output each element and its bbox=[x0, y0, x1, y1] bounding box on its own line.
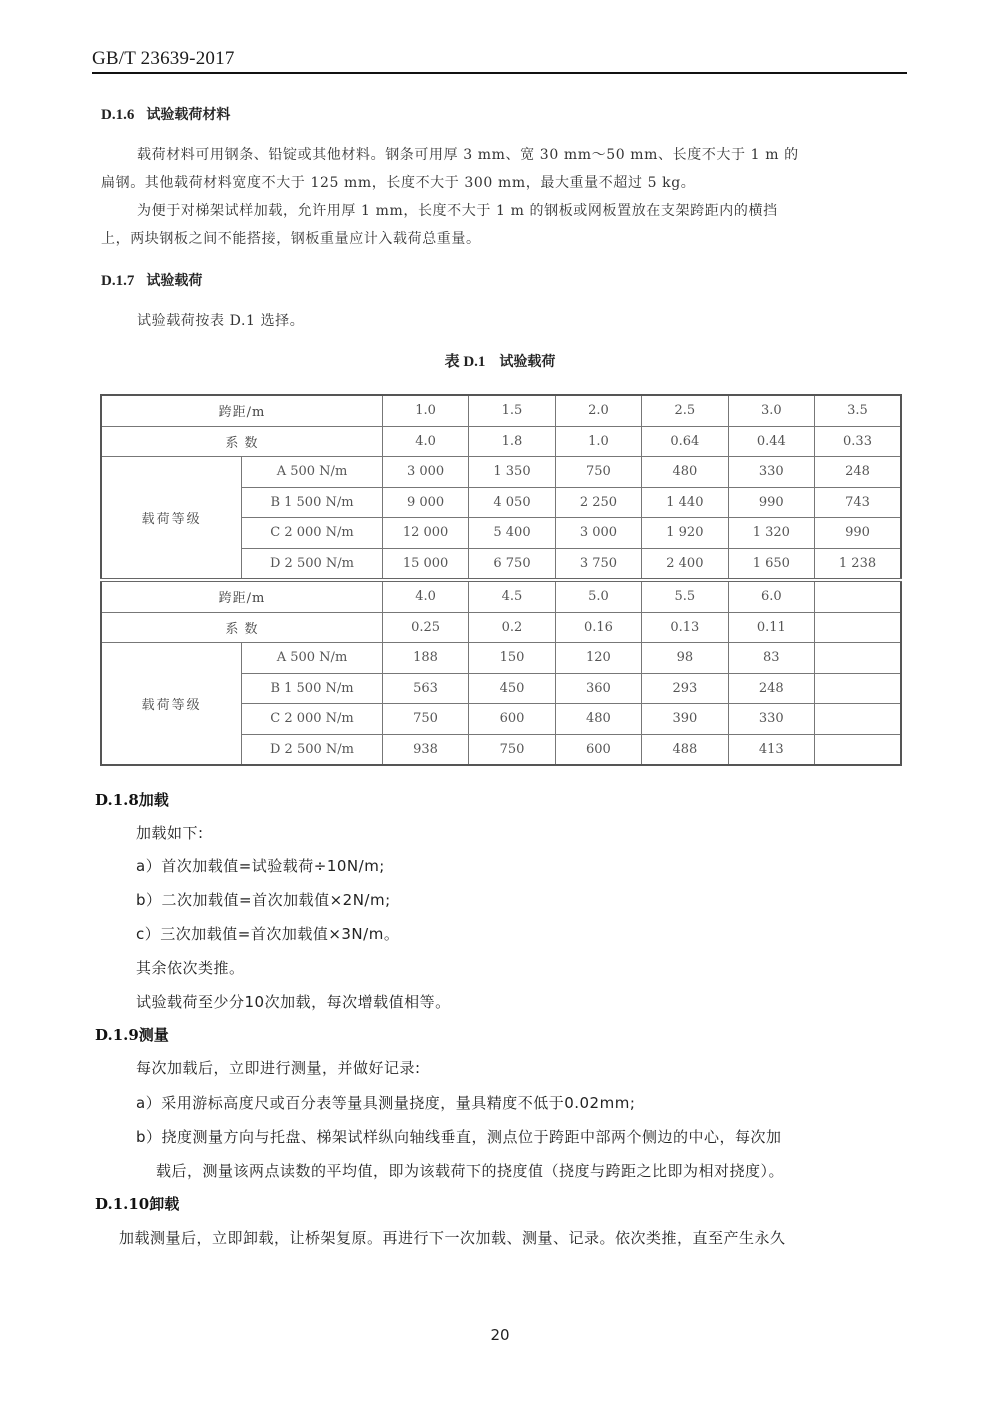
load-value: 6 750 bbox=[469, 548, 555, 580]
coefficient-value: 0.16 bbox=[555, 612, 641, 643]
list-item: b）挠度测量方向与托盘、梯架试样纵向轴线垂直，测点位于跨距中部两个侧边的中心，每次加 bbox=[136, 1128, 782, 1146]
list-item: b）二次加载值=首次加载值×2N/m; bbox=[136, 891, 391, 909]
load-grade-name: B 1 500 N/m bbox=[242, 673, 383, 704]
coefficient-label: 系 数 bbox=[101, 426, 382, 457]
load-value: 750 bbox=[469, 734, 555, 765]
list-item: a）采用游标高度尺或百分表等量具测量挠度，量具精度不低于0.02mm; bbox=[136, 1094, 636, 1112]
text-line: 试验载荷至少分10次加载，每次增载值相等。 bbox=[136, 993, 451, 1011]
coefficient-value: 0.13 bbox=[642, 612, 728, 643]
load-value: 743 bbox=[815, 487, 901, 518]
coefficient-value: 1.0 bbox=[555, 426, 641, 457]
list-item: a）首次加载值=试验载荷÷10N/m; bbox=[136, 857, 385, 875]
load-grade-name: A 500 N/m bbox=[242, 457, 383, 488]
caption-title: 试验载荷 bbox=[499, 354, 556, 370]
load-value: 15 000 bbox=[382, 548, 468, 580]
coefficient-value: 1.8 bbox=[469, 426, 555, 457]
load-value: 4 050 bbox=[469, 487, 555, 518]
section-title: 试验载荷 bbox=[146, 273, 203, 289]
span-value: 2.5 bbox=[642, 395, 728, 426]
load-value: 1 650 bbox=[728, 548, 814, 580]
load-value: 990 bbox=[815, 518, 901, 549]
load-grade-name: C 2 000 N/m bbox=[242, 704, 383, 735]
header-rule bbox=[92, 72, 907, 74]
load-value: 390 bbox=[642, 704, 728, 735]
load-value: 293 bbox=[642, 673, 728, 704]
load-value: 2 250 bbox=[555, 487, 641, 518]
span-row bbox=[101, 580, 901, 612]
coefficient-label: 系 数 bbox=[101, 612, 382, 643]
load-value: 248 bbox=[728, 673, 814, 704]
load-value: 120 bbox=[555, 643, 641, 674]
section-heading-d17 bbox=[101, 270, 202, 290]
load-value: 1 440 bbox=[642, 487, 728, 518]
coefficient-value: 0.33 bbox=[815, 426, 901, 457]
paragraph-d16-1 bbox=[101, 141, 911, 197]
load-value: 3 750 bbox=[555, 548, 641, 580]
load-value: 1 320 bbox=[728, 518, 814, 549]
text-line: 加载如下: bbox=[136, 824, 204, 842]
span-value: 2.0 bbox=[555, 395, 641, 426]
text-line: 扁钢。其他载荷材料宽度不大于 125 mm，长度不大于 300 mm，最大重量不超过 5 kg。 bbox=[101, 175, 696, 191]
load-value: 9 000 bbox=[382, 487, 468, 518]
load-value: 600 bbox=[555, 734, 641, 765]
load-value: 480 bbox=[555, 704, 641, 735]
coefficient-value: 0.64 bbox=[642, 426, 728, 457]
coefficient-row bbox=[101, 426, 901, 457]
load-value: 3 000 bbox=[555, 518, 641, 549]
load-value: 150 bbox=[469, 643, 555, 674]
paragraph-d17: 试验载荷按表 D.1 选择。 bbox=[137, 313, 305, 329]
load-value: 600 bbox=[469, 704, 555, 735]
coefficient-value: 0.11 bbox=[728, 612, 814, 643]
section-number: D.1.7 bbox=[101, 273, 135, 289]
coefficient-value: 0.2 bbox=[469, 612, 555, 643]
span-value: 6.0 bbox=[728, 580, 814, 612]
text-line: 加载测量后，立即卸载，让桥架复原。再进行下一次加载、测量、记录。依次类推，直至产生永久 bbox=[119, 1229, 786, 1247]
text-line: 为便于对梯架试样加载，允许用厚 1 mm，长度不大于 1 m 的钢板或网板置放在支架跨距内的横挡 bbox=[137, 203, 778, 219]
load-value: 330 bbox=[728, 457, 814, 488]
load-value: 360 bbox=[555, 673, 641, 704]
load-value: 248 bbox=[815, 457, 901, 488]
coefficient-value: 4.0 bbox=[382, 426, 468, 457]
paragraph-d16-2 bbox=[101, 197, 911, 253]
span-value: 5.5 bbox=[642, 580, 728, 612]
page-number: 20 bbox=[490, 1326, 510, 1344]
text-line: 上，两块钢板之间不能搭接，钢板重量应计入载荷总重量。 bbox=[101, 231, 481, 247]
load-value: 1 238 bbox=[815, 548, 901, 580]
text-line: 其余依次类推。 bbox=[136, 959, 245, 977]
load-grade-name: D 2 500 N/m bbox=[242, 548, 383, 580]
load-grade-name: C 2 000 N/m bbox=[242, 518, 383, 549]
test-load-table bbox=[100, 394, 902, 766]
coefficient-value: 0.25 bbox=[382, 612, 468, 643]
load-grade-name: D 2 500 N/m bbox=[242, 734, 383, 765]
section-number: D.1.6 bbox=[101, 107, 135, 123]
load-grade-name: A 500 N/m bbox=[242, 643, 383, 674]
span-label: 跨距/m bbox=[101, 395, 382, 426]
coefficient-row bbox=[101, 612, 901, 643]
load-value: 563 bbox=[382, 673, 468, 704]
load-value: 750 bbox=[555, 457, 641, 488]
load-value: 12 000 bbox=[382, 518, 468, 549]
load-value: 2 400 bbox=[642, 548, 728, 580]
load-grade-label: 载荷等级 bbox=[101, 643, 242, 766]
list-item-continuation: 载后，测量该两点读数的平均值，即为该载荷下的挠度值（挠度与跨距之比即为相对挠度）。 bbox=[156, 1162, 785, 1180]
load-value: 413 bbox=[728, 734, 814, 765]
standard-code: GB/T 23639-2017 bbox=[92, 48, 235, 69]
load-value: 330 bbox=[728, 704, 814, 735]
list-item: c）三次加载值=首次加载值×3N/m。 bbox=[136, 925, 400, 943]
load-grade-row bbox=[101, 643, 901, 674]
load-value: 188 bbox=[382, 643, 468, 674]
span-value: 5.0 bbox=[555, 580, 641, 612]
load-grade-label: 载荷等级 bbox=[101, 457, 242, 581]
span-value: 4.5 bbox=[469, 580, 555, 612]
text-line: 每次加载后，立即进行测量，并做好记录: bbox=[136, 1059, 421, 1077]
span-value: 1.0 bbox=[382, 395, 468, 426]
load-grade-row bbox=[101, 457, 901, 488]
load-grade-name: B 1 500 N/m bbox=[242, 487, 383, 518]
span-value: 3.0 bbox=[728, 395, 814, 426]
span-value: 4.0 bbox=[382, 580, 468, 612]
load-value: 938 bbox=[382, 734, 468, 765]
coefficient-value: 0.44 bbox=[728, 426, 814, 457]
load-value: 488 bbox=[642, 734, 728, 765]
load-value: 3 000 bbox=[382, 457, 468, 488]
span-label: 跨距/m bbox=[101, 580, 382, 612]
load-value: 990 bbox=[728, 487, 814, 518]
span-value bbox=[815, 580, 901, 612]
load-value: 450 bbox=[469, 673, 555, 704]
load-value: 1 350 bbox=[469, 457, 555, 488]
load-value: 5 400 bbox=[469, 518, 555, 549]
section-heading-d110: D.1.10卸载 bbox=[95, 1195, 180, 1213]
section-heading-d16 bbox=[101, 104, 230, 124]
load-value bbox=[815, 734, 901, 765]
load-value: 83 bbox=[728, 643, 814, 674]
span-row bbox=[101, 395, 901, 426]
load-value: 1 920 bbox=[642, 518, 728, 549]
text-line: 载荷材料可用钢条、铅锭或其他材料。钢条可用厚 3 mm、宽 30 mm～50 mm、长度不大于 1 m 的 bbox=[137, 147, 799, 163]
section-heading-d19: D.1.9测量 bbox=[95, 1026, 169, 1044]
load-value bbox=[815, 673, 901, 704]
section-title: 试验载荷材料 bbox=[146, 107, 231, 123]
coefficient-value bbox=[815, 612, 901, 643]
table-caption bbox=[0, 350, 1000, 371]
load-value bbox=[815, 704, 901, 735]
caption-number: 表 D.1 bbox=[444, 354, 486, 370]
load-value: 480 bbox=[642, 457, 728, 488]
load-value: 750 bbox=[382, 704, 468, 735]
load-value bbox=[815, 643, 901, 674]
span-value: 3.5 bbox=[815, 395, 901, 426]
section-heading-d18: D.1.8加载 bbox=[95, 791, 169, 809]
span-value: 1.5 bbox=[469, 395, 555, 426]
load-value: 98 bbox=[642, 643, 728, 674]
